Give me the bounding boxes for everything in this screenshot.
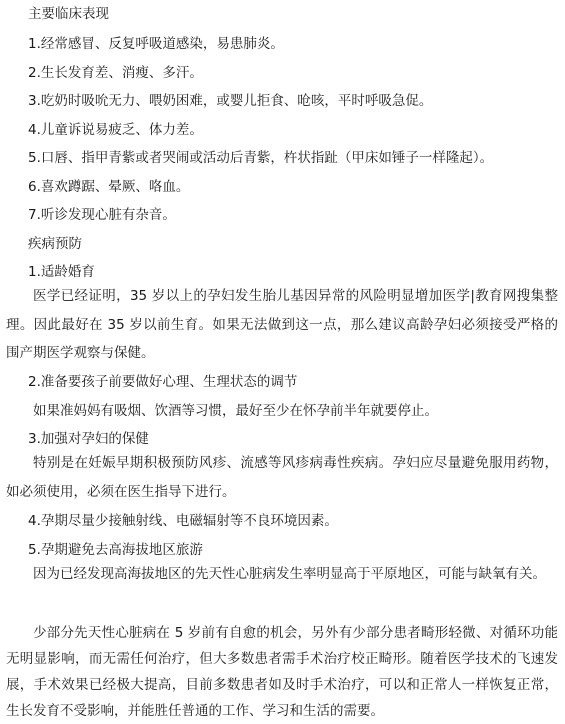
- closing-paragraph: 少部分先天性心脏病在 5 岁前有自愈的机会，另外有少部分患者畸形轻微、对循环功能无明显影响，而无需任何治疗，但大多数患者需手术治疗校正畸形。随着医学技术的飞速发展，手术效果已经极大提高，目前多数患者如及时手术治疗，可以和正常人一样恢复正常，生长发育不受影响，并能胜任普通的工作、学习和生活的需要。: [6, 625, 558, 719]
- clinical-heading: 主要临床表现: [28, 6, 109, 22]
- section-1-body: 医学已经证明，35 岁以上的孕妇发生胎儿基因异常的风险明显增加医学|教育网搜集整理。因此最好在 35 岁以前生育。如果无法做到这一点，那么建议高龄孕妇必须接受严格的围产期医学观察与保健。: [6, 288, 558, 361]
- section-3-title: 3.加强对孕妇的保健: [28, 431, 149, 447]
- section-4-title: 4.孕期尽量少接触射线、电磁辐射等不良环境因素。: [28, 513, 338, 529]
- clinical-item-5: 5.口唇、指甲青紫或者哭闹或活动后青紫，杵状指趾（甲床如锤子一样隆起）。: [28, 150, 494, 166]
- clinical-item-1: 1.经常感冒、反复呼吸道感染，易患肺炎。: [28, 36, 284, 52]
- prevention-heading: 疾病预防: [28, 236, 82, 252]
- section-2-title: 2.准备要孩子前要做好心理、生理状态的调节: [28, 374, 298, 390]
- section-3-body: 特别是在妊娠早期积极预防风疹、流感等风疹病毒性疾病。孕妇应尽量避免服用药物，如必须使用，必须在医生指导下进行。: [6, 455, 558, 500]
- section-5-title: 5.孕期避免去高海拔地区旅游: [28, 542, 203, 558]
- clinical-item-3: 3.吃奶时吸吮无力、喂奶困难，或婴儿拒食、呛咳，平时呼吸急促。: [28, 93, 433, 109]
- section-2-body: 如果准妈妈有吸烟、饮酒等习惯，最好至少在怀孕前半年就要停止。: [33, 403, 438, 419]
- section-5-body: 因为已经发现高海拔地区的先天性心脏病发生率明显高于平原地区，可能与缺氧有关。: [33, 566, 546, 582]
- section-1-title: 1.适龄婚育: [28, 264, 95, 280]
- clinical-item-6: 6.喜欢蹲踞、晕厥、咯血。: [28, 179, 190, 195]
- clinical-item-4: 4.儿童诉说易疲乏、体力差。: [28, 122, 203, 138]
- clinical-item-7: 7.听诊发现心脏有杂音。: [28, 207, 176, 223]
- clinical-item-2: 2.生长发育差、消瘦、多汗。: [28, 65, 203, 81]
